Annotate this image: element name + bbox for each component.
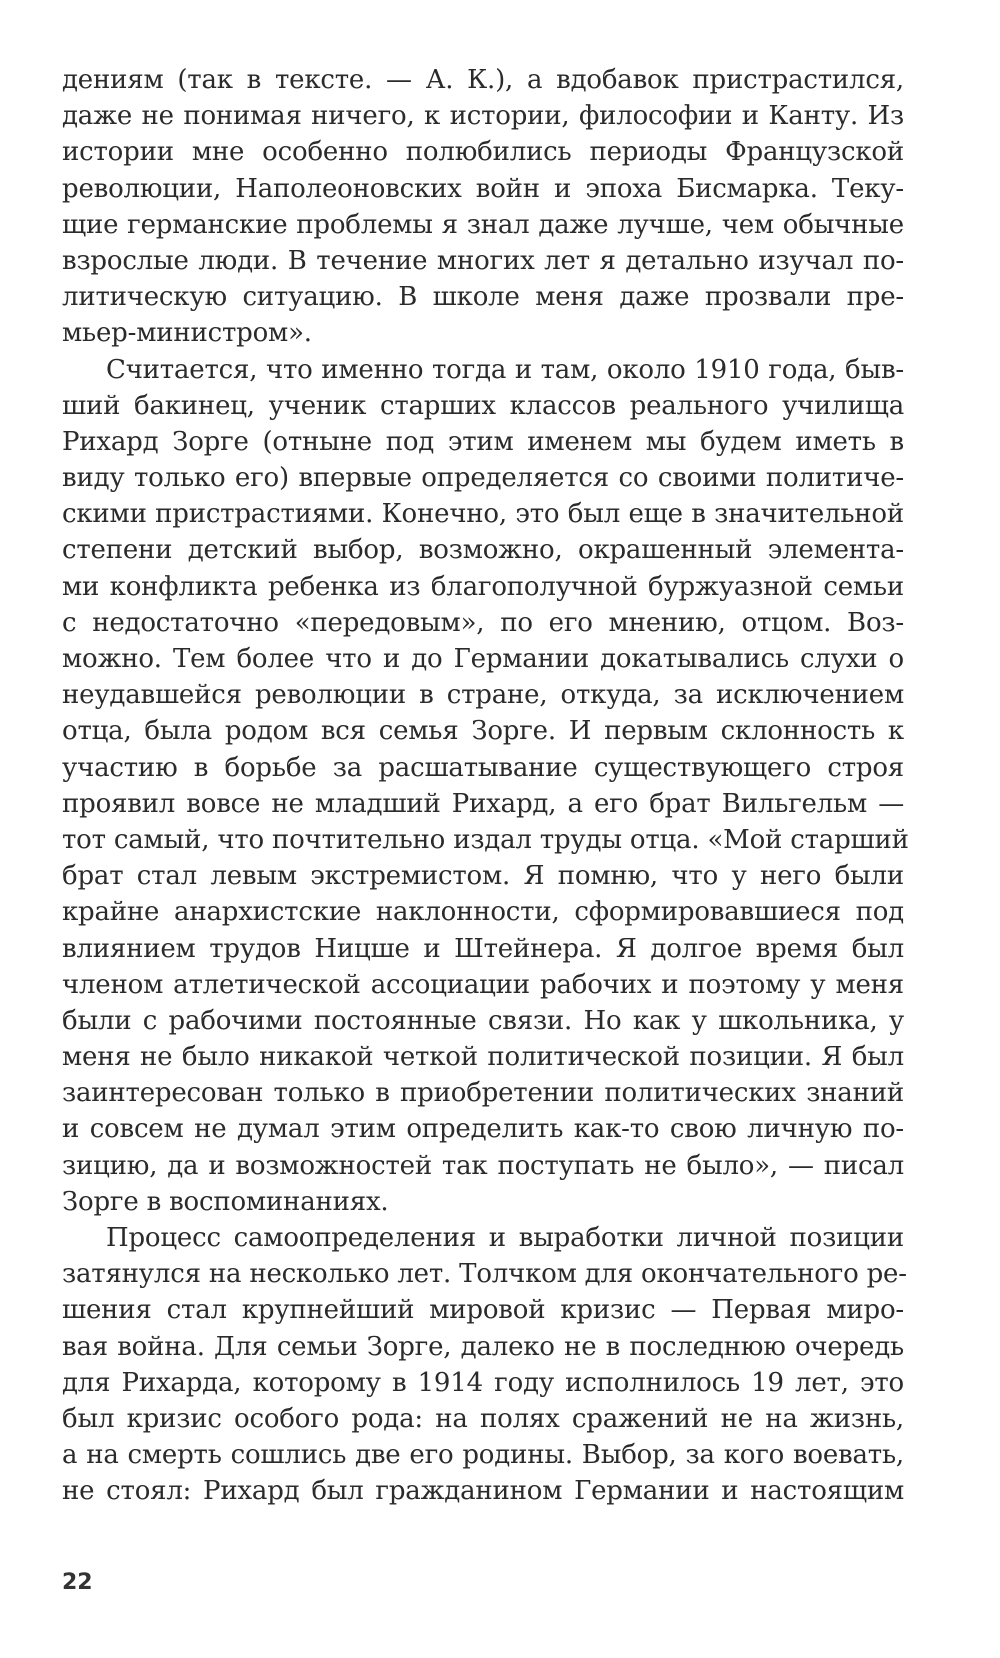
text-line: Зорге в воспоминаниях. xyxy=(62,1186,389,1217)
text-line: Считается, что именно тогда и там, около 1910 года, быв- xyxy=(106,354,904,385)
text-line: тот самый, что почтительно издал труды отца. «Мой старший xyxy=(62,824,909,855)
text-line: революции, Наполеоновских войн и эпоха Бисмарка. Теку- xyxy=(62,173,904,204)
text-line: взрослые люди. В течение многих лет я детально изучал по- xyxy=(62,245,904,276)
text-line: ми конфликта ребенка из благополучной буржуазной семьи xyxy=(62,571,904,602)
text-line: не стоял: Рихард был гражданином Германии и настоящим xyxy=(62,1476,904,1507)
paragraph xyxy=(62,352,909,1221)
text-line: литическую ситуацию. В школе меня даже прозвали пре- xyxy=(62,282,904,313)
text-line: ший бакинец, ученик старших классов реального училища xyxy=(62,390,904,421)
text-line: неудавшейся революции в стране, откуда, за исключением xyxy=(62,680,904,711)
page-number: 22 xyxy=(62,1570,93,1595)
paragraph xyxy=(62,62,904,352)
text-line: были с рабочими постоянные связи. Но как у школьника, у xyxy=(62,1005,904,1036)
text-line: проявил вовсе не младший Рихард, а его брат Вильгельм — xyxy=(62,788,904,819)
text-line: был кризис особого рода: на полях сражений не на жизнь, xyxy=(62,1403,904,1434)
body-text xyxy=(62,62,909,1510)
text-line: заинтересован только в приобретении политических знаний xyxy=(62,1078,904,1109)
text-line: и совсем не думал этим определить как-то свою личную по- xyxy=(62,1114,904,1145)
text-line: Процесс самоопределения и выработки личной позиции xyxy=(106,1223,904,1253)
text-line: затянулся на несколько лет. Толчком для окончательного ре- xyxy=(62,1259,907,1290)
text-line: вая война. Для семьи Зорге, далеко не в последнюю очередь xyxy=(62,1331,904,1362)
text-line: скими пристрастиями. Конечно, это был еще в значительной xyxy=(62,499,904,530)
text-line: зицию, да и возможностей так поступать не было», — писал xyxy=(62,1150,904,1181)
text-line: членом атлетической ассоциации рабочих и поэтому у меня xyxy=(62,969,904,1000)
text-line: мьер-министром». xyxy=(62,318,312,349)
text-line: меня не было никакой четкой политической позиции. Я был xyxy=(62,1042,904,1073)
text-line: крайне анархистские наклонности, сформировавшиеся под xyxy=(62,897,904,928)
text-line: щие германские проблемы я знал даже лучше, чем обычные xyxy=(62,209,904,240)
text-line: дениям (так в тексте. — А. К.), а вдобавок пристрастился, xyxy=(62,65,904,95)
paragraph xyxy=(62,1220,907,1510)
text-line: для Рихарда, которому в 1914 году исполнилось 19 лет, это xyxy=(62,1367,904,1398)
text-line: влиянием трудов Ницше и Штейнера. Я долгое время был xyxy=(62,933,904,964)
text-line: виду только его) впервые определяется со своими политиче- xyxy=(62,463,904,494)
text-line: даже не понимая ничего, к истории, философии и Канту. Из xyxy=(62,101,904,132)
text-line: Рихард Зорге (отныне под этим именем мы будем иметь в xyxy=(62,426,904,457)
text-line: с недостаточно «передовым», по его мнению, отцом. Воз- xyxy=(62,607,904,638)
text-line: а на смерть сошлись две его родины. Выбор, за кого воевать, xyxy=(62,1440,904,1471)
text-line: степени детский выбор, возможно, окрашенный элемента- xyxy=(62,535,904,566)
text-line: можно. Тем более что и до Германии докатывались слухи о xyxy=(62,644,904,674)
text-line: участию в борьбе за расшатывание существующего строя xyxy=(62,752,904,783)
text-line: истории мне особенно полюбились периоды Французской xyxy=(62,137,904,168)
text-line: отца, была родом вся семья Зорге. И первым склонность к xyxy=(62,716,904,747)
text-line: брат стал левым экстремистом. Я помню, что у него были xyxy=(62,861,904,892)
text-line: шения стал крупнейший мировой кризис — Первая миро- xyxy=(62,1295,904,1326)
